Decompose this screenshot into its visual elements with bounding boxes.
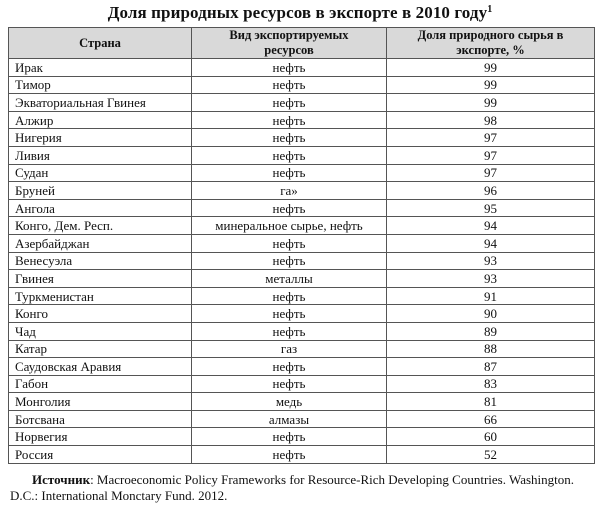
resources-table [8, 27, 595, 464]
table-row [9, 322, 595, 340]
country-cell: Норвегия [9, 428, 192, 446]
share-cell: 99 [387, 59, 595, 77]
table-row [9, 199, 595, 217]
source-note [10, 472, 595, 504]
page-title [0, 2, 600, 24]
source-text: : Macroeconomic Policy Frameworks for Resource-Rich Developing Countries. Washington. D.C.: International Monctary Fund. 2012. [10, 472, 575, 503]
share-cell: 66 [387, 410, 595, 428]
country-cell: Катар [9, 340, 192, 358]
table-row [9, 252, 595, 270]
country-cell: Монголия [9, 393, 192, 411]
country-cell: Ботсвана [9, 410, 192, 428]
footnote-mark: 1 [487, 4, 493, 15]
table-row [9, 410, 595, 428]
resource-cell: алмазы [192, 410, 387, 428]
country-cell: Ирак [9, 59, 192, 77]
table-row [9, 393, 595, 411]
country-cell: Алжир [9, 111, 192, 129]
country-cell: Азербайджан [9, 234, 192, 252]
header-country: Страна [9, 28, 192, 59]
share-cell: 97 [387, 146, 595, 164]
share-cell: 91 [387, 287, 595, 305]
table-row [9, 182, 595, 200]
resource-cell: нефть [192, 76, 387, 94]
share-cell: 87 [387, 358, 595, 376]
country-cell: Гвинея [9, 270, 192, 288]
resource-cell: нефть [192, 322, 387, 340]
country-cell: Конго [9, 305, 192, 323]
country-cell: Конго, Дем. Респ. [9, 217, 192, 235]
header-resource [192, 28, 387, 59]
resource-cell: нефть [192, 446, 387, 464]
table-row [9, 111, 595, 129]
table-body [9, 59, 595, 464]
resource-cell: нефть [192, 358, 387, 376]
country-cell: Саудовская Аравия [9, 358, 192, 376]
country-cell: Туркменистан [9, 287, 192, 305]
table-row [9, 234, 595, 252]
title-text: Доля природных ресурсов в экспорте в 2010 году [107, 3, 488, 22]
country-cell: Нигерия [9, 129, 192, 147]
share-cell: 88 [387, 340, 595, 358]
resource-cell: металлы [192, 270, 387, 288]
resource-cell: нефть [192, 129, 387, 147]
share-cell: 99 [387, 76, 595, 94]
share-cell: 94 [387, 234, 595, 252]
share-cell: 96 [387, 182, 595, 200]
share-cell: 97 [387, 129, 595, 147]
country-cell: Ангола [9, 199, 192, 217]
table-row [9, 146, 595, 164]
resource-cell: минеральное сырье, нефть [192, 217, 387, 235]
resource-cell: нефть [192, 287, 387, 305]
table-row [9, 358, 595, 376]
country-cell: Бруней [9, 182, 192, 200]
share-cell: 60 [387, 428, 595, 446]
table-header-row [9, 28, 595, 59]
header-resource-text: Вид экспортируемых ресурсов [229, 28, 349, 57]
share-cell: 97 [387, 164, 595, 182]
country-cell: Ливия [9, 146, 192, 164]
table-row [9, 76, 595, 94]
resource-cell: нефть [192, 234, 387, 252]
resource-cell: нефть [192, 428, 387, 446]
share-cell: 93 [387, 270, 595, 288]
country-cell: Габон [9, 375, 192, 393]
table-row [9, 375, 595, 393]
country-cell: Экваториальная Гвинея [9, 94, 192, 112]
resource-cell: га» [192, 182, 387, 200]
resource-cell: медь [192, 393, 387, 411]
resource-cell: нефть [192, 305, 387, 323]
table-row [9, 287, 595, 305]
table-row [9, 340, 595, 358]
share-cell: 89 [387, 322, 595, 340]
share-cell: 83 [387, 375, 595, 393]
share-cell: 90 [387, 305, 595, 323]
share-cell: 81 [387, 393, 595, 411]
resource-cell: нефть [192, 94, 387, 112]
table-row [9, 428, 595, 446]
table-row [9, 217, 595, 235]
share-cell: 99 [387, 94, 595, 112]
table-row [9, 59, 595, 77]
country-cell: Тимор [9, 76, 192, 94]
source-label: Источник [32, 472, 91, 487]
share-cell: 98 [387, 111, 595, 129]
header-share-text: Доля природного сырья в экспорте, % [417, 28, 564, 57]
table-row [9, 305, 595, 323]
share-cell: 93 [387, 252, 595, 270]
table-row [9, 129, 595, 147]
resource-cell: нефть [192, 146, 387, 164]
resource-cell: нефть [192, 199, 387, 217]
table-row [9, 94, 595, 112]
table-row [9, 446, 595, 464]
resource-cell: нефть [192, 164, 387, 182]
share-cell: 94 [387, 217, 595, 235]
country-cell: Судан [9, 164, 192, 182]
resource-cell: нефть [192, 375, 387, 393]
country-cell: Венесуэла [9, 252, 192, 270]
resource-cell: нефть [192, 111, 387, 129]
resource-cell: нефть [192, 59, 387, 77]
header-share [387, 28, 595, 59]
share-cell: 52 [387, 446, 595, 464]
share-cell: 95 [387, 199, 595, 217]
resource-cell: нефть [192, 252, 387, 270]
table-row [9, 270, 595, 288]
country-cell: Россия [9, 446, 192, 464]
table-row [9, 164, 595, 182]
resource-cell: газ [192, 340, 387, 358]
country-cell: Чад [9, 322, 192, 340]
